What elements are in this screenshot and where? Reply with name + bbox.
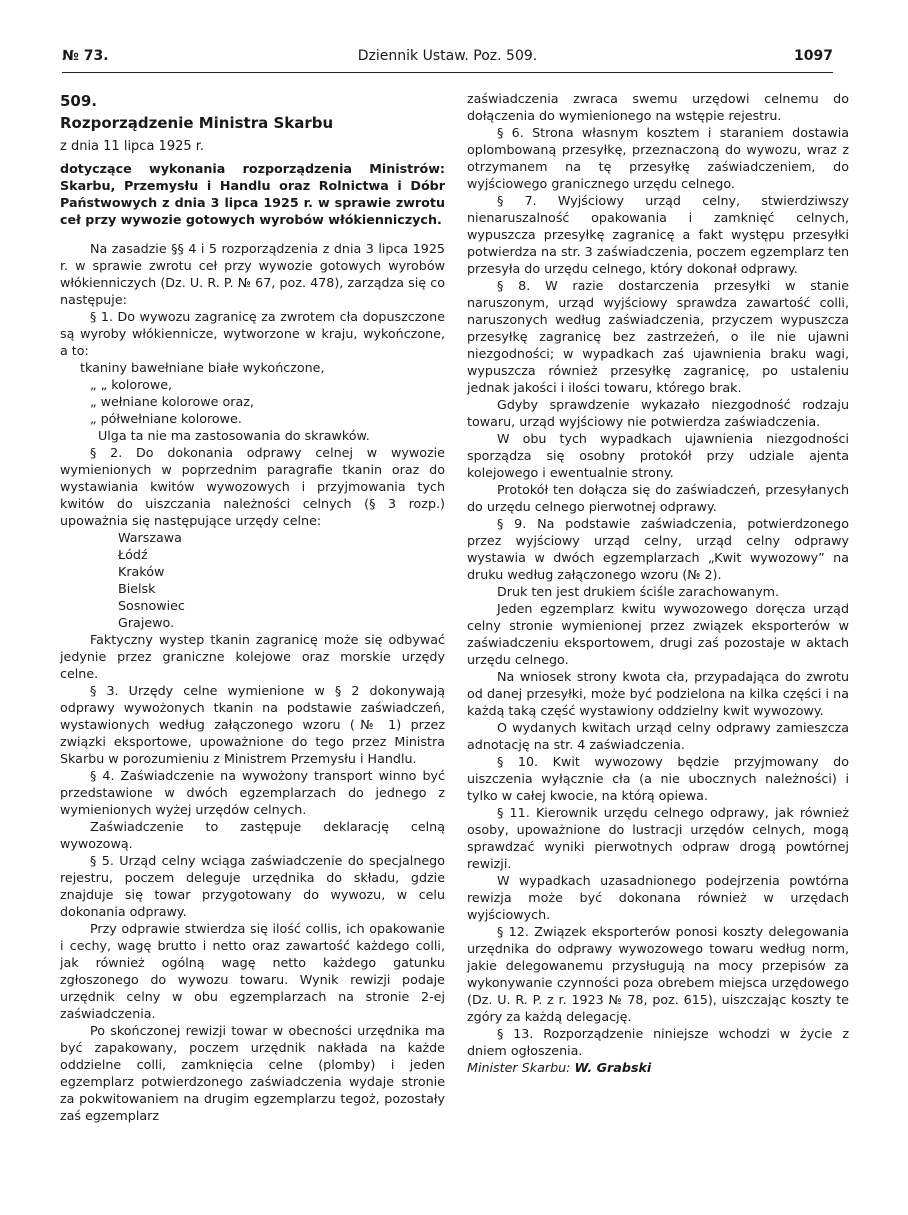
right-column bbox=[467, 90, 849, 1076]
header-rule bbox=[62, 72, 833, 73]
section-11-paragraph: W wypadkach uzasadnionego podejrzenia powtórna rewizja może być dokonana również w urzędach wyjściowych. bbox=[467, 873, 849, 922]
fabric-item: tkaniny bawełniane białe wykończone, bbox=[80, 360, 325, 375]
section-1: § 1. Do wywozu zagranicę za zwrotem cła dopuszczone są wyroby włókiennicze, wytworzone w kraju, wykończone, a to: bbox=[60, 309, 445, 358]
section-2: § 2. Do dokonania odprawy celnej w wywozie wymienionych w poprzednim paragrafie tkanin oraz do wystawiania kwitów wywozowych i przyjmowania tych kwitów do uiszczania należności celnych (§ 3 rozp.) upoważnia się następujące urzędy celne: bbox=[60, 445, 445, 528]
fabric-item: „ „ kolorowe, bbox=[90, 377, 173, 392]
section-12: § 12. Związek eksporterów ponosi koszty delegowania urzędnika do odprawy wywozowego towaru według norm, jakie delegowanemu przysługują na mocy przepisów za wykonywanie czynności poza obrebem miejsca urzędowego (Dz. U. R. P. z r. 1923 № 78, poz. 615), uiszczając koszty te zgóry za każdą delegację. bbox=[467, 924, 849, 1024]
section-3: § 3. Urzędy celne wymienione w § 2 dokonywają odprawy wywożonych tkanin na podstawie zaświadczeń, wystawionych według załączonego wzoru (№ 1) przez związki eksportowe, upoważnione do tego przez Ministra Skarbu w porozumieniu z Ministrem Przemysłu i Handlu. bbox=[60, 683, 445, 766]
section-9: § 9. Na podstawie zaświadczenia, potwierdzonego przez wyjściowy urząd celny, urząd celny odprawy wystawia w dwóch egzemplarzach „Kwit wywozowy” na druku według załączonego wzoru (№ 2). bbox=[467, 516, 849, 582]
section-5-paragraph: Po skończonej rewizji towar w obecności urzędnika ma być zapakowany, poczem urzędnik nakłada na każde oddzielne colli, zamknięcia celne (plomby) i jeden egzemplarz potwierdzonego zaświadczenia wydaje stronie za pokwitowaniem na drugim egzemplarzu tegoż, pozostały zaś egzemplarz bbox=[60, 1023, 445, 1123]
signature bbox=[467, 1059, 849, 1076]
city-item: Grajewo. bbox=[118, 615, 175, 630]
section-4: § 4. Zaświadczenie na wywożony transport winno być przedstawione w dwóch egzemplarzach do jednego z wymienionych wyżej urzędów celnych. bbox=[60, 768, 445, 817]
section-5: § 5. Urząd celny wciąga zaświadczenie do specjalnego rejestru, poczem deleguje urzędnika do składu, gdzie znajduje się towar przygotowany do wywozu, w celu dokonania odprawy. bbox=[60, 853, 445, 919]
fabric-item: „ wełniane kolorowe oraz, bbox=[90, 394, 254, 409]
left-column bbox=[60, 90, 445, 1124]
city-item: Kraków bbox=[118, 564, 165, 579]
continued-paragraph: zaświadczenia zwraca swemu urzędowi celnemu do dołączenia do wymienionego na wstępie rejestru. bbox=[467, 91, 849, 123]
section-9-paragraph: O wydanych kwitach urząd celny odprawy zamieszcza adnotację na str. 4 zaświadczenia. bbox=[467, 720, 849, 752]
section-10: § 10. Kwit wywozowy będzie przyjmowany do uiszczenia wyłącznie cła (a nie ubocznych należności) i tylko w całej kwocie, na którą opiewa. bbox=[467, 754, 849, 803]
document-title: Rozporządzenie Ministra Skarbu bbox=[60, 114, 334, 132]
section-9-paragraph: Jeden egzemplarz kwitu wywozowego doręcza urząd celny stronie wymienionej przez związek eksporterów w zaświadczeniu eksportowem, drugi zaś pozostaje w aktach urzędu celnego. bbox=[467, 601, 849, 667]
section-8-paragraph: Protokół ten dołącza się do zaświadczeń, przesyłanych do urzędu celnego pierwotnej odprawy. bbox=[467, 482, 849, 514]
section-5-paragraph: Przy odprawie stwierdza się ilość collis, ich opakowanie i cechy, wagę brutto i netto oraz zawartość każdego colli, jak również ogólną wagę netto każdego gatunku zgłoszonego do wywozu towaru. Wynik rewizji podaje urzędnik celny w obu egzemplarzach na stronie 2-ej zaświadczenia. bbox=[60, 921, 445, 1021]
section-1-note: Ulga ta nie ma zastosowania do skrawków. bbox=[98, 428, 370, 443]
signature-name: W. Grabski bbox=[574, 1060, 652, 1075]
document-subject: dotyczące wykonania rozporządzenia Ministrów: Skarbu, Przemysłu i Handlu oraz Rolnictwa i Dóbr Państwowych z dnia 3 lipca 1925 r. w sprawie zwrotu ceł przy wywozie gotowych wyrobów włókienniczych. bbox=[60, 161, 445, 227]
section-9-paragraph: Druk ten jest drukiem ściśle zarachowanym. bbox=[497, 584, 779, 599]
section-11: § 11. Kierownik urzędu celnego odprawy, jak również osoby, upoważnione do lustracji urzędów celnych, mogą sprawdzać wyniki pierwotnych odpraw drogą powtórnej rewizji. bbox=[467, 805, 849, 871]
signature-label: Minister Skarbu: bbox=[467, 1060, 571, 1075]
page-number: 1097 bbox=[794, 48, 833, 64]
position-number: 509. bbox=[60, 92, 98, 110]
section-8: § 8. W razie dostarczenia przesyłki w stanie naruszonym, urząd wyjściowy sprawdza zawartość colli, naruszonych według zaświadczenia, przyczem wypuszcza przesyłkę zagranicę bez zastrzeżeń, o ile nie ujawni niezgodności; w wypadkach zaś ujawnienia braku wagi, wypuszcza również przesyłkę zagranicę, po ustaleniu jednak jakości i ilości towaru, którego brak. bbox=[467, 278, 849, 395]
journal-title: Dziennik Ustaw. Poz. 509. bbox=[357, 48, 538, 64]
city-item: Warszawa bbox=[118, 530, 182, 545]
section-8-paragraph: W obu tych wypadkach ujawnienia niezgodności sporządza się osobny protokół przy udziale ajenta kolejowego i ewentualnie strony. bbox=[467, 431, 849, 480]
section-8-paragraph: Gdyby sprawdzenie wykazało niezgodność rodzaju towaru, urząd wyjściowy nie potwierdza zaświadczenia. bbox=[467, 397, 849, 429]
fabric-item: „ półwełniane kolorowe. bbox=[90, 411, 242, 426]
page-header bbox=[62, 48, 833, 70]
section-6: § 6. Strona własnym kosztem i staraniem dostawia oplombowaną przesyłkę, przeznaczoną do wywozu, wraz z otrzymanem na tę przesyłkę zaświadczeniem, do wyjściowego granicznego urzędu celnego. bbox=[467, 125, 849, 191]
city-item: Bielsk bbox=[118, 581, 156, 596]
intro-paragraph: Na zasadzie §§ 4 i 5 rozporządzenia z dnia 3 lipca 1925 r. w sprawie zwrotu ceł przy wywozie gotowych wyrobów włókienniczych (Dz. U. R. P. № 67, poz. 478), zarządza się co następuje: bbox=[60, 241, 445, 307]
section-2-note: Faktyczny wystep tkanin zagranicę może się odbywać jedynie przez graniczne kolejowe oraz morskie urzędy celne. bbox=[60, 632, 445, 681]
document-date: z dnia 11 lipca 1925 r. bbox=[60, 139, 205, 154]
city-item: Sosnowiec bbox=[118, 598, 185, 613]
section-9-paragraph: Na wniosek strony kwota cła, przypadająca do zwrotu od danej przesyłki, może być podzielona na kilka części i na każdą taką część wystawiony oddzielny kwit wywozowy. bbox=[467, 669, 849, 718]
section-7: § 7. Wyjściowy urząd celny, stwierdziwszy nienaruszalność opakowania i zamknięć celnych, wypuszcza przesyłkę zagranicę a fakt występu przesyłki potwierdza na str. 3 zaświadczenia, poczem egzemplarz ten przesyła do urzędu celnego, który dokonał odprawy. bbox=[467, 193, 849, 276]
issue-number: № 73. bbox=[62, 48, 109, 64]
section-13: § 13. Rozporządzenie niniejsze wchodzi w życie z dniem ogłoszenia. bbox=[467, 1026, 849, 1058]
section-4-note: Zaświadczenie to zastępuje deklarację celną wywozową. bbox=[60, 819, 445, 851]
city-item: Łódź bbox=[118, 547, 148, 562]
